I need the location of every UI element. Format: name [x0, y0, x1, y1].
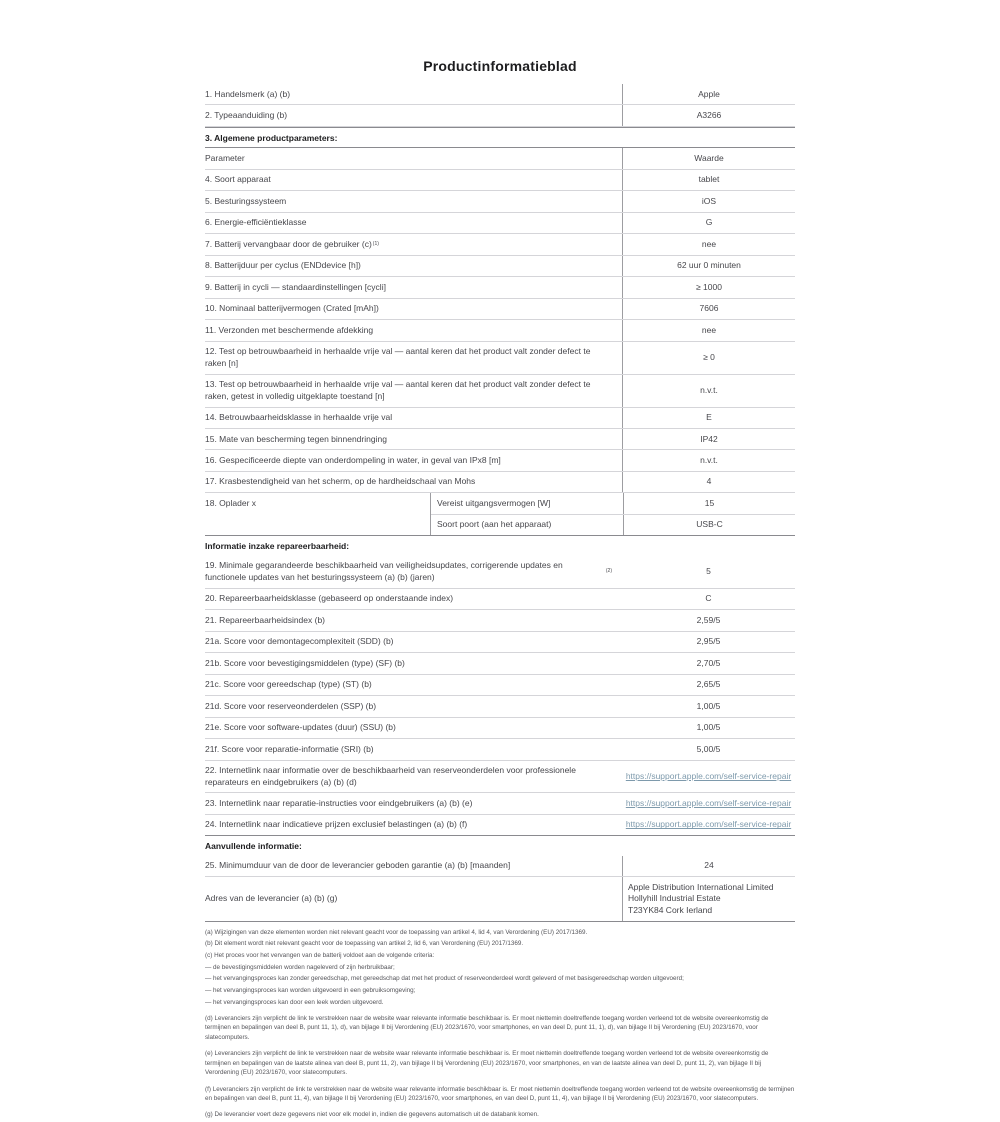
row-label: 15. Mate van bescherming tegen binnendringing — [205, 433, 387, 444]
table-row — [205, 856, 795, 877]
row-label: 4. Soort apparaat — [205, 174, 271, 185]
row-label: Soort poort (aan het apparaat) — [437, 519, 552, 530]
footnote-marker: (2) — [605, 568, 612, 575]
row-value: 1,00/5 — [696, 700, 721, 711]
footnote-line: — het vervangingsproces kan door een leek worden uitgevoerd. — [205, 998, 384, 1006]
row-link[interactable]: https://support.apple.com/self-service-repair — [625, 797, 792, 808]
table-row — [205, 170, 795, 191]
table-row — [205, 632, 795, 653]
row-label: 14. Betrouwbaarheidsklasse in herhaalde vrije val — [205, 412, 393, 423]
footnote-line: — de bevestigingsmiddelen worden nageleverd of zijn herbruikbaar; — [205, 963, 395, 971]
row-value — [622, 793, 795, 813]
charger-row — [205, 493, 795, 536]
row-label: 22. Internetlink naar informatie over de beschikbaarheid van reserveonderdelen voor professionele reparateurs en eindgebruikers (a) (b) (d) — [205, 765, 576, 787]
row-value: nee — [622, 234, 795, 254]
table-row — [205, 213, 795, 234]
row-label: 21a. Score voor demontagecomplexiteit (SDD) (b) — [205, 636, 394, 647]
table-row — [205, 450, 795, 471]
footnotes — [205, 928, 795, 1120]
additional-info-table — [205, 856, 795, 922]
repairability-table — [205, 556, 795, 837]
row-label: 18. Oplader x — [205, 497, 257, 508]
row-value: 2,70/5 — [696, 657, 721, 668]
row-label: 21. Repareerbaarheidsindex (b) — [205, 614, 326, 625]
table-row — [205, 556, 795, 589]
row-value: 2,59/5 — [696, 614, 721, 625]
table-row — [205, 793, 795, 814]
row-value: nee — [622, 320, 795, 340]
table-row — [205, 472, 795, 493]
row-label: 21e. Score voor software-updates (duur) (SSU) (b) — [205, 722, 396, 733]
table-row — [205, 653, 795, 674]
page-title: Productinformatieblad — [423, 58, 577, 74]
row-value: 2,65/5 — [696, 679, 721, 690]
row-label: 21d. Score voor reserveonderdelen (SSP) (b) — [205, 700, 377, 711]
row-label: 20. Repareerbaarheidsklasse (gebaseerd op onderstaande index) — [205, 593, 454, 604]
row-value: n.v.t. — [622, 450, 795, 470]
table-row — [205, 675, 795, 696]
table-row — [205, 718, 795, 739]
row-label: 12. Test op betrouwbaarheid in herhaalde vrije val — aantal keren dat het product valt zonder defect te raken [n] — [205, 346, 591, 368]
row-value — [622, 815, 795, 835]
table-row — [205, 299, 795, 320]
table-row — [205, 256, 795, 277]
row-value: E — [622, 408, 795, 428]
row-value: IP42 — [622, 429, 795, 449]
row-label: 5. Besturingssysteem — [205, 195, 287, 206]
footnote-line: (a) Wijzigingen van deze elementen worden niet relevant geacht voor de toepassing van artikel 4, lid 4, van Verordening (EU) 2017/1369. — [205, 928, 588, 936]
row-label: Vereist uitgangsvermogen [W] — [437, 497, 551, 508]
charger-subrow — [431, 493, 795, 514]
table-row — [205, 761, 795, 794]
row-label: 8. Batterijduur per cyclus (ENDdevice [h]) — [205, 260, 361, 271]
row-value: 1,00/5 — [696, 722, 721, 733]
row-label: 16. Gespecificeerde diepte van onderdompeling in water, in geval van IPx8 [m] — [205, 454, 501, 465]
footnote-line: — het vervangingsproces kan worden uitgevoerd in een gebruiksomgeving; — [205, 986, 416, 994]
row-label: 21c. Score voor gereedschap (type) (ST) (b) — [205, 679, 372, 690]
table-row — [205, 375, 795, 408]
table-row — [205, 191, 795, 212]
footnote-line: — het vervangingsproces kan zonder gereedschap, met gereedschap dat met het product of reserveonderdeel wordt geleverd of met basisgereedschap worden uitgevoerd; — [205, 975, 684, 983]
table-row — [205, 342, 795, 375]
footnote-line: (f) Leveranciers zijn verplicht de link te verstrekken naar de website waar relevante informatie beschikbaar is. Er moet niettemin doeltreffende toegang worden verleend tot de website overeenkomstig de termijnen en bepalingen van deel B, punt 11, 4), van bijlage II bij Verordening (EU) 2023/1670, voor smartphones, en van deel D, punt 11, 4), van bijlage II bij Verordening (EU) 2023/1670, voor slatecomputers. — [205, 1085, 795, 1103]
address-line: Apple Distribution International Limited — [628, 881, 774, 892]
row-label: 9. Batterij in cycli — standaardinstellingen [cycli] — [205, 281, 386, 292]
address-line: Hollyhill Industrial Estate — [628, 893, 721, 904]
table-row — [205, 877, 795, 921]
row-label: 23. Internetlink naar reparatie-instructies voor eindgebruikers (a) (b) (e) — [205, 797, 473, 808]
row-value — [622, 877, 795, 920]
table-header-row — [205, 148, 795, 169]
row-label: 25. Minimumduur van de door de leverancier geboden garantie (a) (b) [maanden] — [205, 860, 511, 871]
table-row — [205, 696, 795, 717]
table-row — [205, 84, 795, 105]
product-sheet — [205, 58, 795, 1122]
row-link[interactable]: https://support.apple.com/self-service-repair — [625, 770, 792, 781]
footnote-line: (c) Het proces voor het vervangen van de batterij voldoet aan de volgende criteria: — [205, 952, 435, 960]
footnote-line: (e) Leveranciers zijn verplicht de link te verstrekken naar de website waar relevante informatie beschikbaar is. Er moet niettemin doeltreffende toegang worden verleend tot de website overeenkomstig de termijnen en bepalingen van de laatste alinea van deel B, punt 11, 2), van bijlage II bij Verordening (EU) 2023/1670, voor smartphones, en van de laatste alinea van deel D, punt 11, 2), van bijlage II bij Verordening (EU) 2023/1670, voor slatecomputers. — [205, 1050, 769, 1077]
table-row — [205, 277, 795, 298]
row-label: 17. Krasbestendigheid van het scherm, op de hardheidschaal van Mohs — [205, 476, 476, 487]
row-label: 21f. Score voor reparatie-informatie (SRI) (b) — [205, 743, 374, 754]
row-value: 4 — [622, 472, 795, 492]
row-value: 62 uur 0 minuten — [622, 256, 795, 276]
footnote-line: (b) Dit element wordt niet relevant geacht voor de toepassing van artikel 2, lid 6, van Verordening (EU) 2017/1369. — [205, 940, 524, 948]
row-label: Adres van de leverancier (a) (b) (g) — [205, 893, 338, 904]
row-value: G — [622, 213, 795, 233]
address-line: T23YK84 Cork Ierland — [628, 904, 713, 915]
row-value: 5,00/5 — [696, 743, 721, 754]
table-row — [205, 320, 795, 341]
row-label: 13. Test op betrouwbaarheid in herhaalde vrije val — aantal keren dat het product valt zonder defect te raken, getest in volledig uitgeklapte toestand [n] — [205, 379, 591, 401]
row-value: 5 — [706, 566, 711, 577]
row-value: A3266 — [622, 105, 795, 125]
row-value: 15 — [623, 493, 795, 513]
row-value — [622, 761, 795, 793]
table-row — [205, 429, 795, 450]
row-value: 24 — [622, 856, 795, 876]
column-header-waarde: Waarde — [622, 148, 795, 168]
row-label: 6. Energie-efficiëntieklasse — [205, 217, 307, 228]
charger-subtable — [430, 493, 795, 535]
row-label: 1. Handelsmerk (a) (b) — [205, 88, 291, 99]
table-row — [205, 815, 795, 836]
general-parameters-table — [205, 170, 795, 494]
section-heading-repairability: Informatie inzake repareerbaarheid: — [205, 541, 350, 552]
row-value: C — [705, 593, 712, 604]
table-row — [205, 610, 795, 631]
row-label: 11. Verzonden met beschermende afdekking — [205, 324, 374, 335]
row-value: ≥ 1000 — [622, 277, 795, 297]
row-label: 2. Typeaanduiding (b) — [205, 109, 288, 120]
row-link[interactable]: https://support.apple.com/self-service-repair — [625, 819, 792, 830]
row-label: 19. Minimale gegarandeerde beschikbaarheid van veiligheidsupdates, corrigerende updates en functionele updates van het besturingssysteem (a) (b) (jaren) (2) — [205, 560, 612, 582]
row-value: 2,95/5 — [696, 636, 721, 647]
charger-subrow — [431, 515, 795, 535]
row-label: 24. Internetlink naar indicatieve prijzen exclusief belastingen (a) (b) (f) — [205, 819, 468, 830]
top-table — [205, 84, 795, 127]
row-value: USB-C — [623, 515, 795, 535]
column-header-parameter: Parameter — [205, 152, 245, 163]
row-label: 10. Nominaal batterijvermogen (Crated [mAh]) — [205, 303, 379, 314]
row-value: tablet — [622, 170, 795, 190]
table-row — [205, 739, 795, 760]
row-label: 21b. Score voor bevestigingsmiddelen (type) (SF) (b) — [205, 657, 405, 668]
section-heading-additional: Aanvullende informatie: — [205, 841, 302, 852]
footnote-line: (d) Leveranciers zijn verplicht de link te verstrekken naar de website waar relevante informatie beschikbaar is. Er moet niettemin doeltreffende toegang worden verleend tot de website overeenkomstig de termijnen en bepalingen van deel B, punt 11, 1), d), van bijlage II bij Verordening (EU) 2023/1670, voor smartphones, en van deel D, punt 11, 1), d), van bijlage II bij Verordening (EU) 2023/1670, voor slatecomputers. — [205, 1014, 769, 1041]
row-value: 7606 — [622, 299, 795, 319]
footnote-marker: (1) — [372, 241, 379, 248]
table-row — [205, 408, 795, 429]
row-value: n.v.t. — [622, 375, 795, 407]
table-row — [205, 589, 795, 610]
row-value: ≥ 0 — [622, 342, 795, 374]
row-label: 7. Batterij vervangbaar door de gebruiker (c) (1) — [205, 238, 379, 249]
table-row — [205, 105, 795, 126]
footnote-line: (g) De leverancier voert deze gegevens niet voor elk model in, indien die gegevens automatisch uit de databank komen. — [205, 1111, 539, 1119]
table-row — [205, 234, 795, 255]
row-value: iOS — [622, 191, 795, 211]
section-heading-general: 3. Algemene productparameters: — [205, 127, 795, 149]
row-value: Apple — [622, 84, 795, 104]
